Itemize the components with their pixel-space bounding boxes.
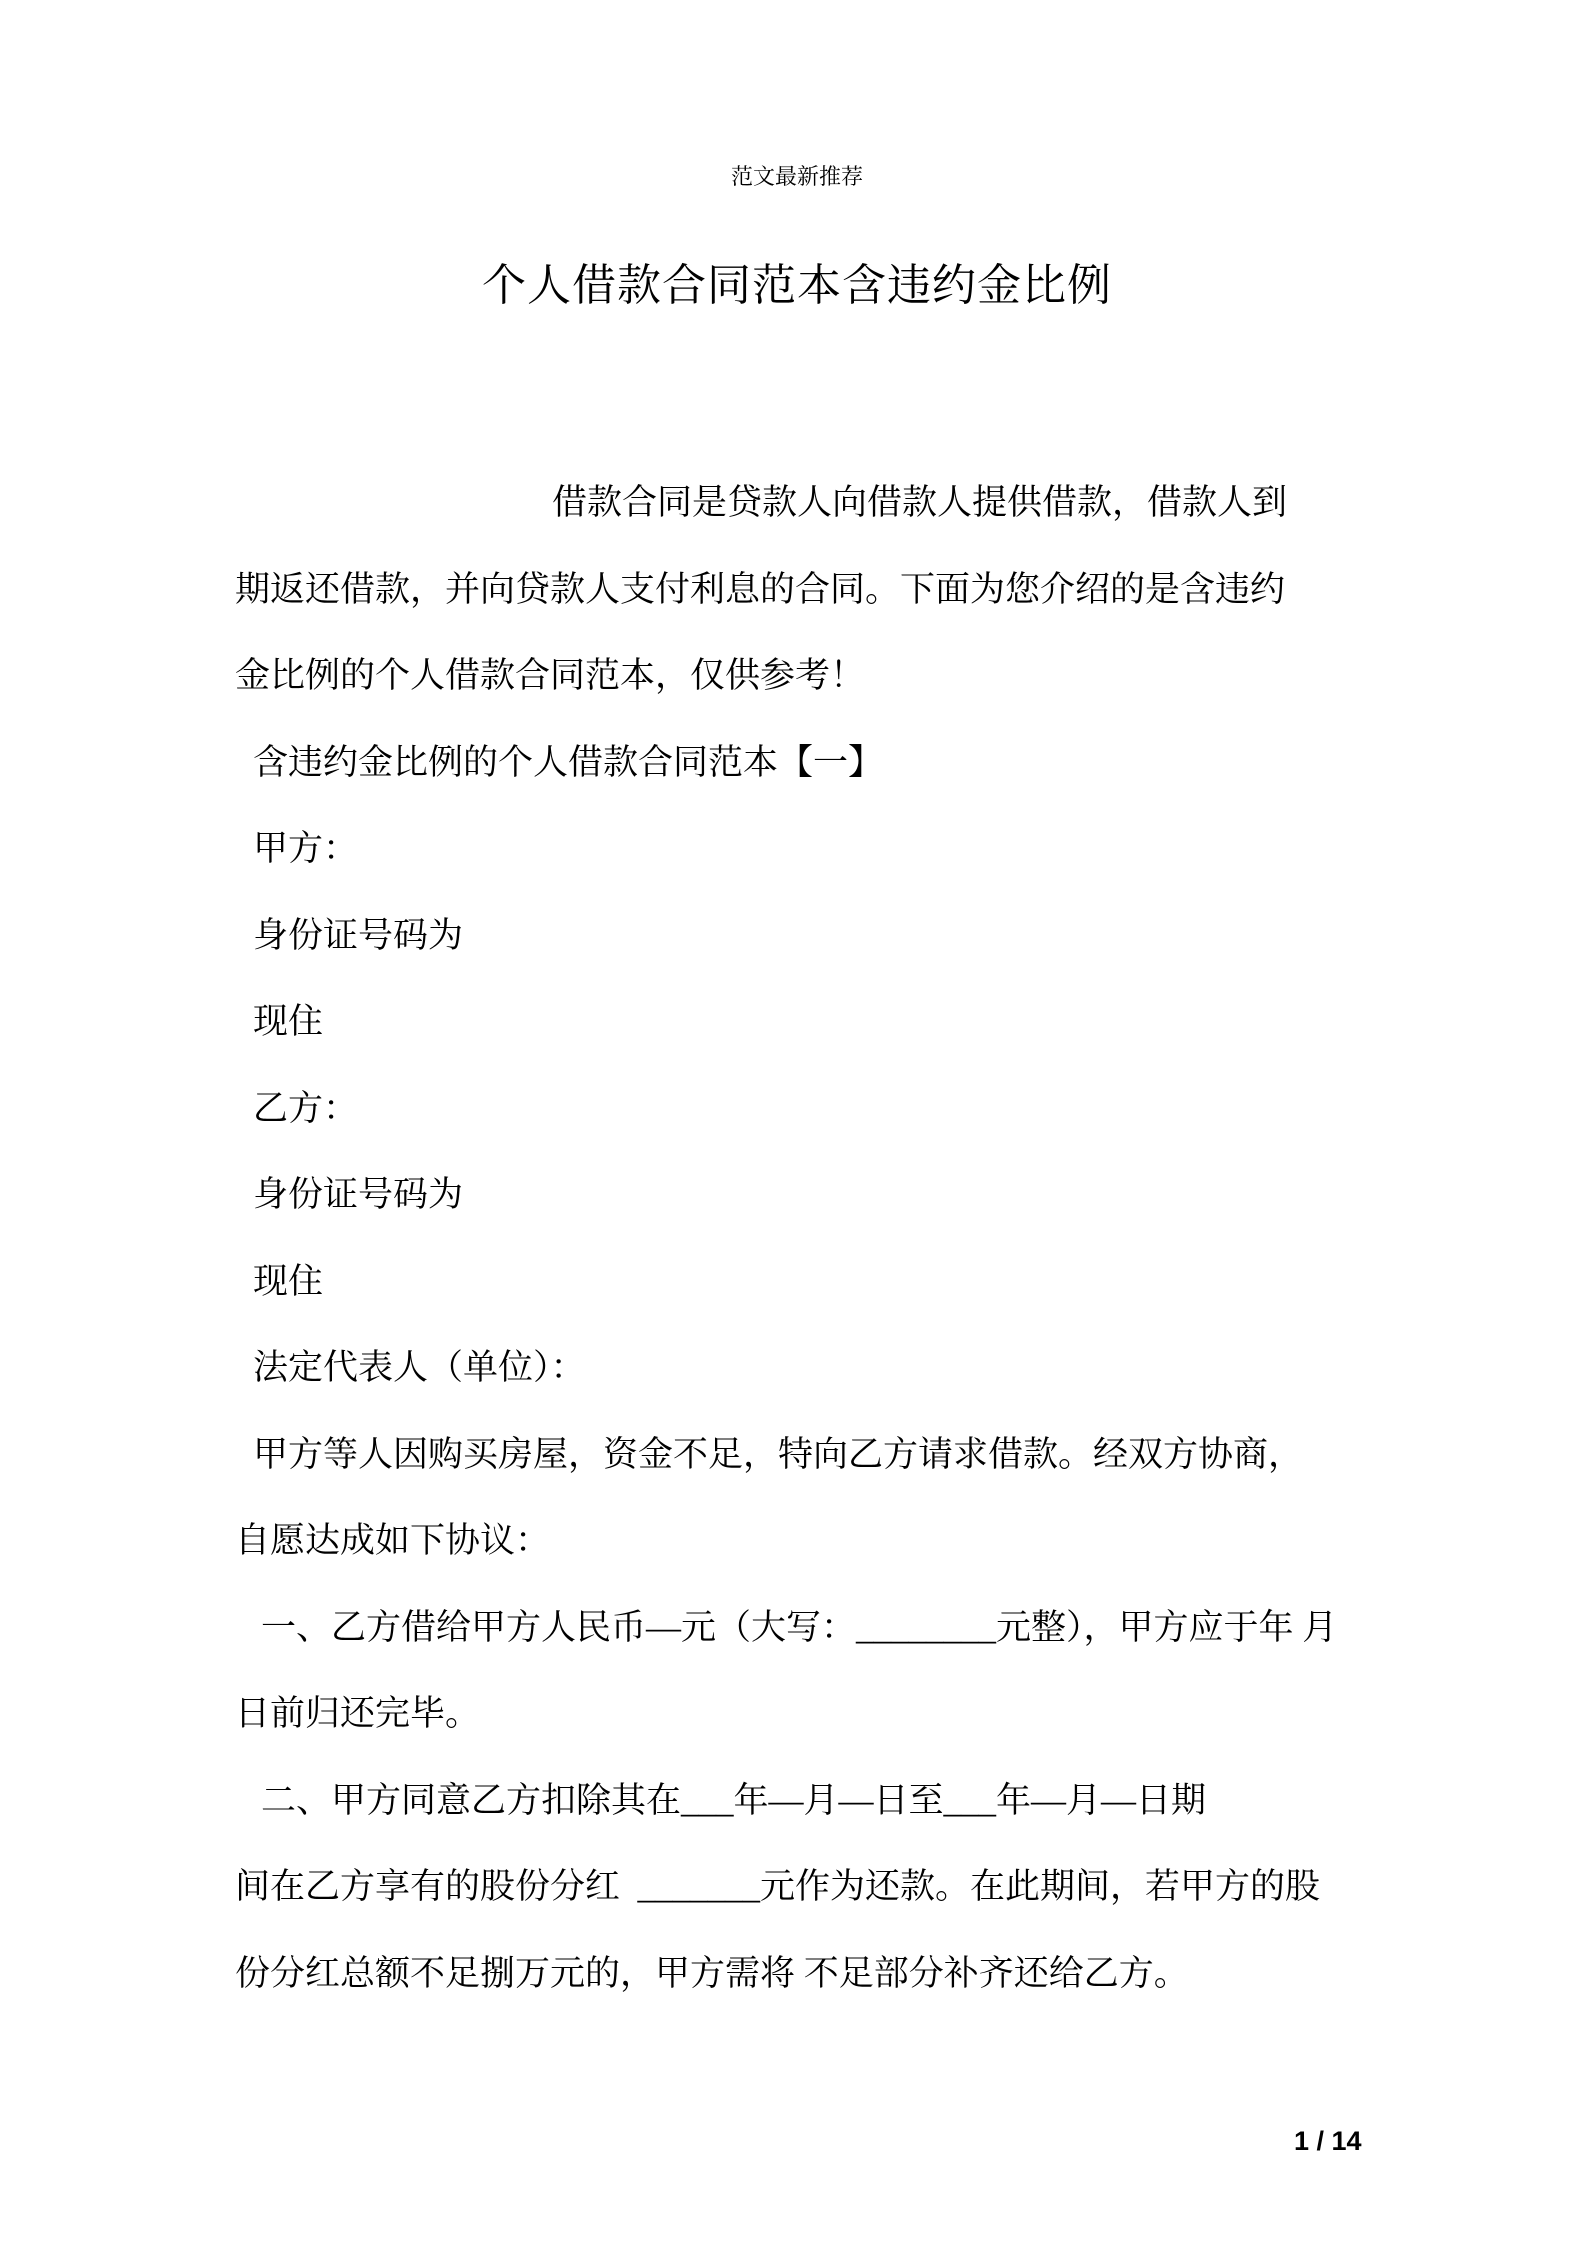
text-line: 现住 xyxy=(253,1261,324,1301)
document-body xyxy=(235,460,1395,2017)
text-line: 期返还借款，并向贷款人支付利息的合同。下面为您介绍的是含违约 xyxy=(235,569,1286,609)
text-line: 金比例的个人借款合同范本，仅供参考！ xyxy=(235,656,866,695)
text-line: 间在乙方享有的股份分红 _______元作为还款。在此期间，若甲方的股 xyxy=(235,1867,1321,1906)
text-line: 乙方： xyxy=(253,1088,359,1128)
text-line: 份分红总额不足捌万元的，甲方需将 不足部分补齐还给乙方。 xyxy=(235,1953,1189,1993)
text-line: 含违约金比例的个人借款合同范本【一】 xyxy=(253,742,884,782)
text-line: 身份证号码为 xyxy=(253,1175,464,1214)
page-number: 1 / 14 xyxy=(1294,2126,1362,2156)
text-line: 一、乙方借给甲方人民币—元（大写：________元整），甲方应于年 月 xyxy=(261,1607,1338,1647)
text-line: 日前归还完毕。 xyxy=(235,1694,481,1733)
text-line: 甲方： xyxy=(253,829,359,868)
text-line: 甲方等人因购买房屋，资金不足，特向乙方请求借款。经双方协商， xyxy=(253,1434,1304,1474)
text-line: 二、甲方同意乙方扣除其在___年—月—日至___年—月—日期 xyxy=(261,1780,1207,1820)
text-line: 身份证号码为 xyxy=(253,915,464,955)
page-title: 个人借款合同范本含违约金比例 xyxy=(482,261,1112,310)
text-line: 自愿达成如下协议： xyxy=(235,1521,551,1560)
text-line: 现住 xyxy=(253,1002,324,1041)
header-note: 范文最新推荐 xyxy=(730,164,863,189)
text-line: 借款合同是贷款人向借款人提供借款，借款人到 xyxy=(552,483,1288,522)
text-line: 法定代表人（单位）： xyxy=(253,1348,586,1387)
